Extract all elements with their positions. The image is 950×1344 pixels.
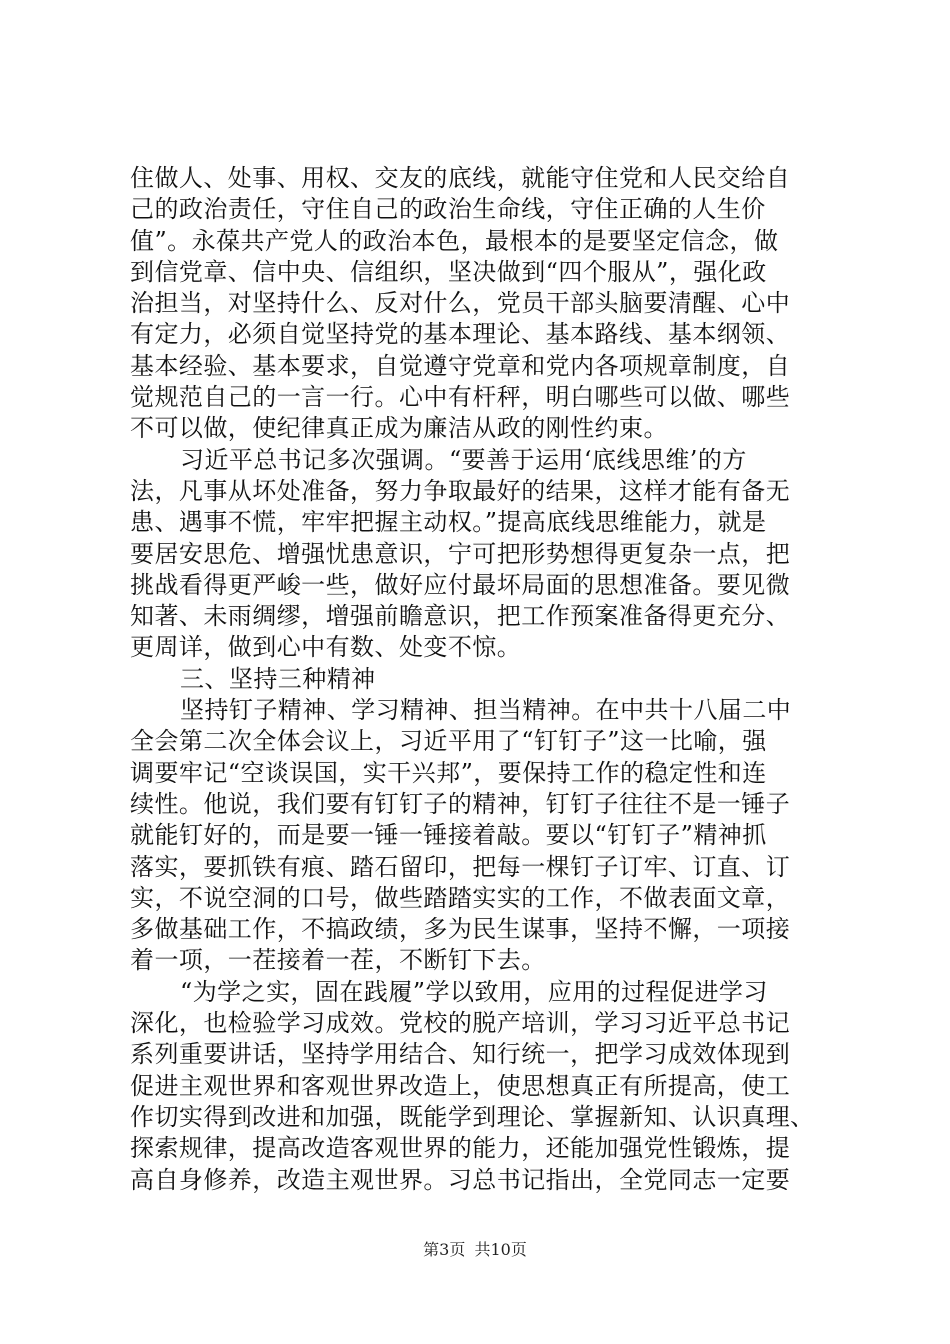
text-line: 基本经验、基本要求，自觉遵守党章和党内各项规章制度，自 — [130, 351, 791, 380]
text-line: 觉规范自己的一言一行。心中有杆秤，明白哪些可以做、哪些 — [130, 383, 791, 412]
text-line: 值”。永葆共产党人的政治本色，最根本的是要坚定信念，做 — [130, 226, 779, 255]
text-line: 法，凡事从坏处准备，努力争取最好的结果，这样才能有备无 — [130, 476, 791, 505]
text-line: 作切实得到改进和加强，既能学到理论、掌握新知、认识真理、 — [130, 1102, 815, 1131]
text-line: 落实，要抓铁有痕、踏石留印，把每一棵钉子订牢、订直、订 — [130, 852, 791, 881]
text-line: 不可以做，使纪律真正成为廉洁从政的刚性约束。 — [130, 414, 668, 443]
text-line: 到信党章、信中央、信组织，坚决做到“四个服从”，强化政 — [130, 257, 767, 286]
page-number: 第3页 — [423, 1240, 466, 1259]
text-line: 己的政治责任，守住自己的政治生命线，守住正确的人生价 — [130, 195, 766, 224]
text-line: 要居安思危、增强忧患意识，宁可把形势想得更复杂一点，把 — [130, 539, 791, 568]
text-line: 调要牢记“空谈误国，实干兴邦”，要保持工作的稳定性和连 — [130, 758, 767, 787]
text-line: 高自身修养，改造主观世界。习总书记指出，全党同志一定要 — [130, 1165, 791, 1194]
text-line: 知著、未雨绸缪，增强前瞻意识，把工作预案准备得更充分、 — [130, 602, 791, 631]
text-line: 挑战看得更严峻一些，做好应付最坏局面的思想准备。要见微 — [130, 570, 791, 599]
text-line: 探索规律，提高改造客观世界的能力，还能加强党性锻炼，提 — [130, 1134, 791, 1163]
text-line: 全会第二次全体会议上，习近平用了“钉钉子”这一比喻，强 — [130, 727, 767, 756]
text-line: 多做基础工作，不搞政绩，多为民生谋事，坚持不懈，一项接 — [130, 915, 791, 944]
text-line: 有定力，必须自觉坚持党的基本理论、基本路线、基本纲领、 — [130, 320, 791, 349]
text-line: 更周详，做到心中有数、处变不惊。 — [130, 633, 522, 662]
page-footer — [0, 1240, 950, 1260]
text-line: 患、遇事不慌，牢牢把握主动权。”提高底线思维能力，就是 — [130, 508, 767, 537]
text-line: 就能钉好的，而是要一锤一锤接着敲。要以“钉钉子”精神抓 — [130, 821, 767, 850]
text-line: 系列重要讲话，坚持学用结合、知行统一，把学习成效体现到 — [130, 1040, 791, 1069]
document-body — [130, 163, 830, 1196]
text-line: 实，不说空洞的口号，做些踏踏实实的工作，不做表面文章， — [130, 883, 791, 912]
text-line: “为学之实，固在践履”学以致用，应用的过程促进学习 — [180, 977, 768, 1006]
text-line: 三、坚持三种精神 — [180, 664, 376, 693]
text-line: 住做人、处事、用权、交友的底线，就能守住党和人民交给自 — [130, 164, 791, 192]
page-total: 共10页 — [474, 1240, 527, 1259]
text-line: 坚持钉子精神、学习精神、担当精神。在中共十八届二中 — [180, 696, 792, 725]
text-line: 治担当，对坚持什么、反对什么，党员干部头脑要清醒、心中 — [130, 289, 791, 318]
text-line: 习近平总书记多次强调。“要善于运用‘底线思维’的方 — [180, 445, 747, 474]
text-line: 续性。他说，我们要有钉钉子的精神，钉钉子往往不是一锤子 — [130, 789, 791, 818]
text-line: 着一项，一茬接着一茬，不断钉下去。 — [130, 946, 546, 975]
text-line: 促进主观世界和客观世界改造上，使思想真正有所提高，使工 — [130, 1071, 791, 1100]
text-line: 深化，也检验学习成效。党校的脱产培训，学习习近平总书记 — [130, 1009, 791, 1038]
